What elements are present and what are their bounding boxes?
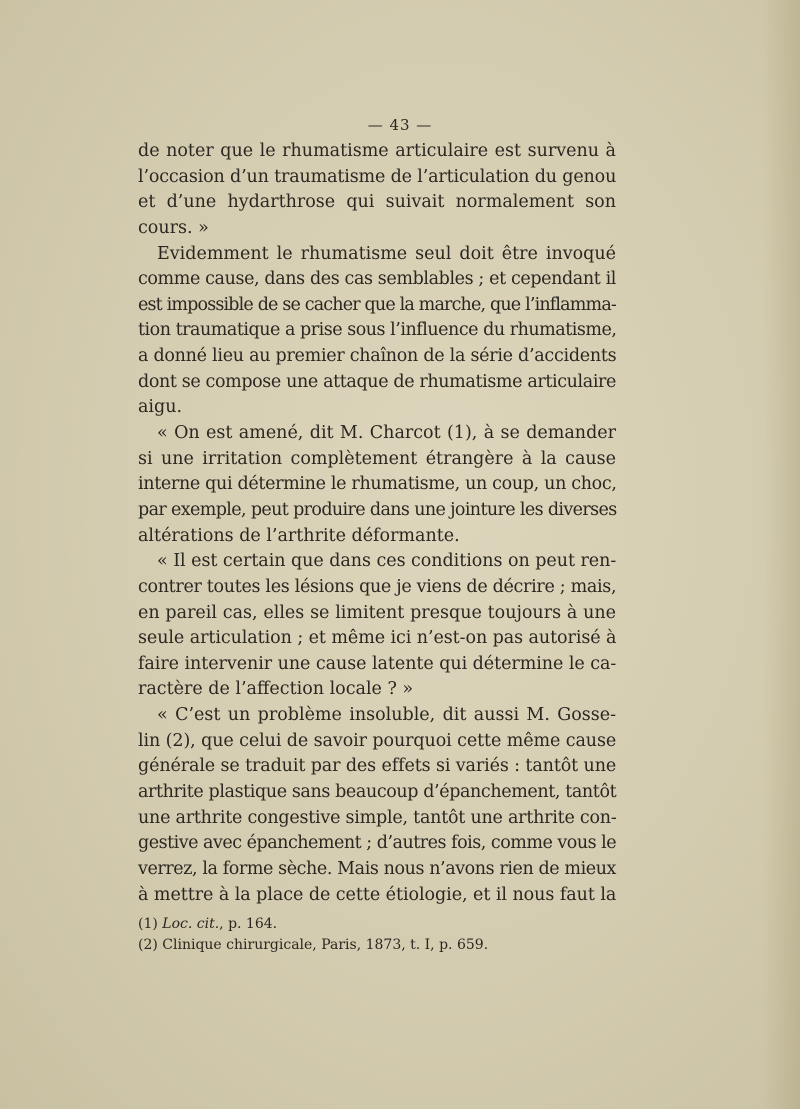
footnote (138, 935, 616, 956)
text-line: « On est amené, dit M. Charcot (1), à se demander (157, 423, 616, 444)
text-line: par exemple, peut produire dans une jointure les diverses (138, 499, 617, 520)
footnote (138, 914, 616, 935)
footnote-citation: Loc. cit. (162, 916, 220, 932)
text-line: dont se compose une attaque de rhumatisme articulaire (138, 371, 616, 392)
text-line: cours. » (138, 217, 209, 238)
text-line: a donné lieu au premier chaînon de la série d’accidents (138, 346, 617, 367)
page-edge-shading (762, 0, 800, 1109)
text-line: altérations de l’arthrite déformante. (138, 525, 460, 546)
text-line: comme cause, dans des cas semblables ; et cependant il (138, 269, 616, 290)
text-line: tion traumatique a prise sous l’influence du rhumatisme, (138, 320, 617, 341)
text-line: ractère de l’affection locale ? » (138, 679, 414, 700)
text-line: l’occasion d’un traumatisme de l’articulation du genou (138, 166, 617, 187)
footnote-number: (2) (138, 937, 158, 953)
text-line: arthrite plastique sans beaucoup d’épanchement, tantôt (138, 782, 617, 803)
text-line: lin (2), que celui de savoir pourquoi cette même cause (138, 730, 617, 751)
text-line: aigu. (138, 397, 183, 418)
text-line: « Il est certain que dans ces conditions on peut ren- (157, 551, 617, 572)
text-line: en pareil cas, elles se limitent presque toujours à une (138, 602, 616, 623)
text-line: interne qui détermine le rhumatisme, un coup, un choc, (138, 474, 617, 495)
text-line: générale se traduit par des effets si variés : tantôt une (138, 756, 617, 777)
text-line: faire intervenir une cause latente qui détermine le ca- (138, 653, 617, 674)
text-line: verrez, la forme sèche. Mais nous n’avons rien de mieux (138, 858, 616, 879)
text-line: seule articulation ; et même ici n’est-on pas autorisé à (138, 628, 617, 649)
footnote-text: Clinique chirurgicale, Paris, 1873, t. I, p. 659. (162, 937, 489, 953)
text-line: à mettre à la place de cette étiologie, et il nous faut la (138, 884, 617, 905)
text-line: une arthrite congestive simple, tantôt une arthrite con- (138, 807, 617, 828)
text-line: contrer toutes les lésions que je viens de décrire ; mais, (138, 576, 617, 597)
footnotes (138, 914, 616, 956)
text-line: de noter que le rhumatisme articulaire est survenu à (138, 141, 616, 161)
text-line: si une irritation complètement étrangère à la cause (138, 448, 616, 469)
footnote-text: , p. 164. (219, 916, 278, 932)
text-line: est impossible de se cacher que la marche, que l’inflamma- (138, 294, 617, 315)
text-line: et d’une hydarthrose qui suivait normalement son (138, 192, 616, 213)
page-number: — 43 — (367, 116, 433, 134)
text-line: Evidemment le rhumatisme seul doit être invoqué (157, 243, 616, 264)
body-text (138, 139, 616, 908)
text-line: gestive avec épanchement ; d’autres fois, comme vous le (138, 833, 617, 854)
footnote-number: (1) (138, 916, 158, 932)
text-line: « C’est un problème insoluble, dit aussi M. Gosse- (157, 705, 616, 726)
